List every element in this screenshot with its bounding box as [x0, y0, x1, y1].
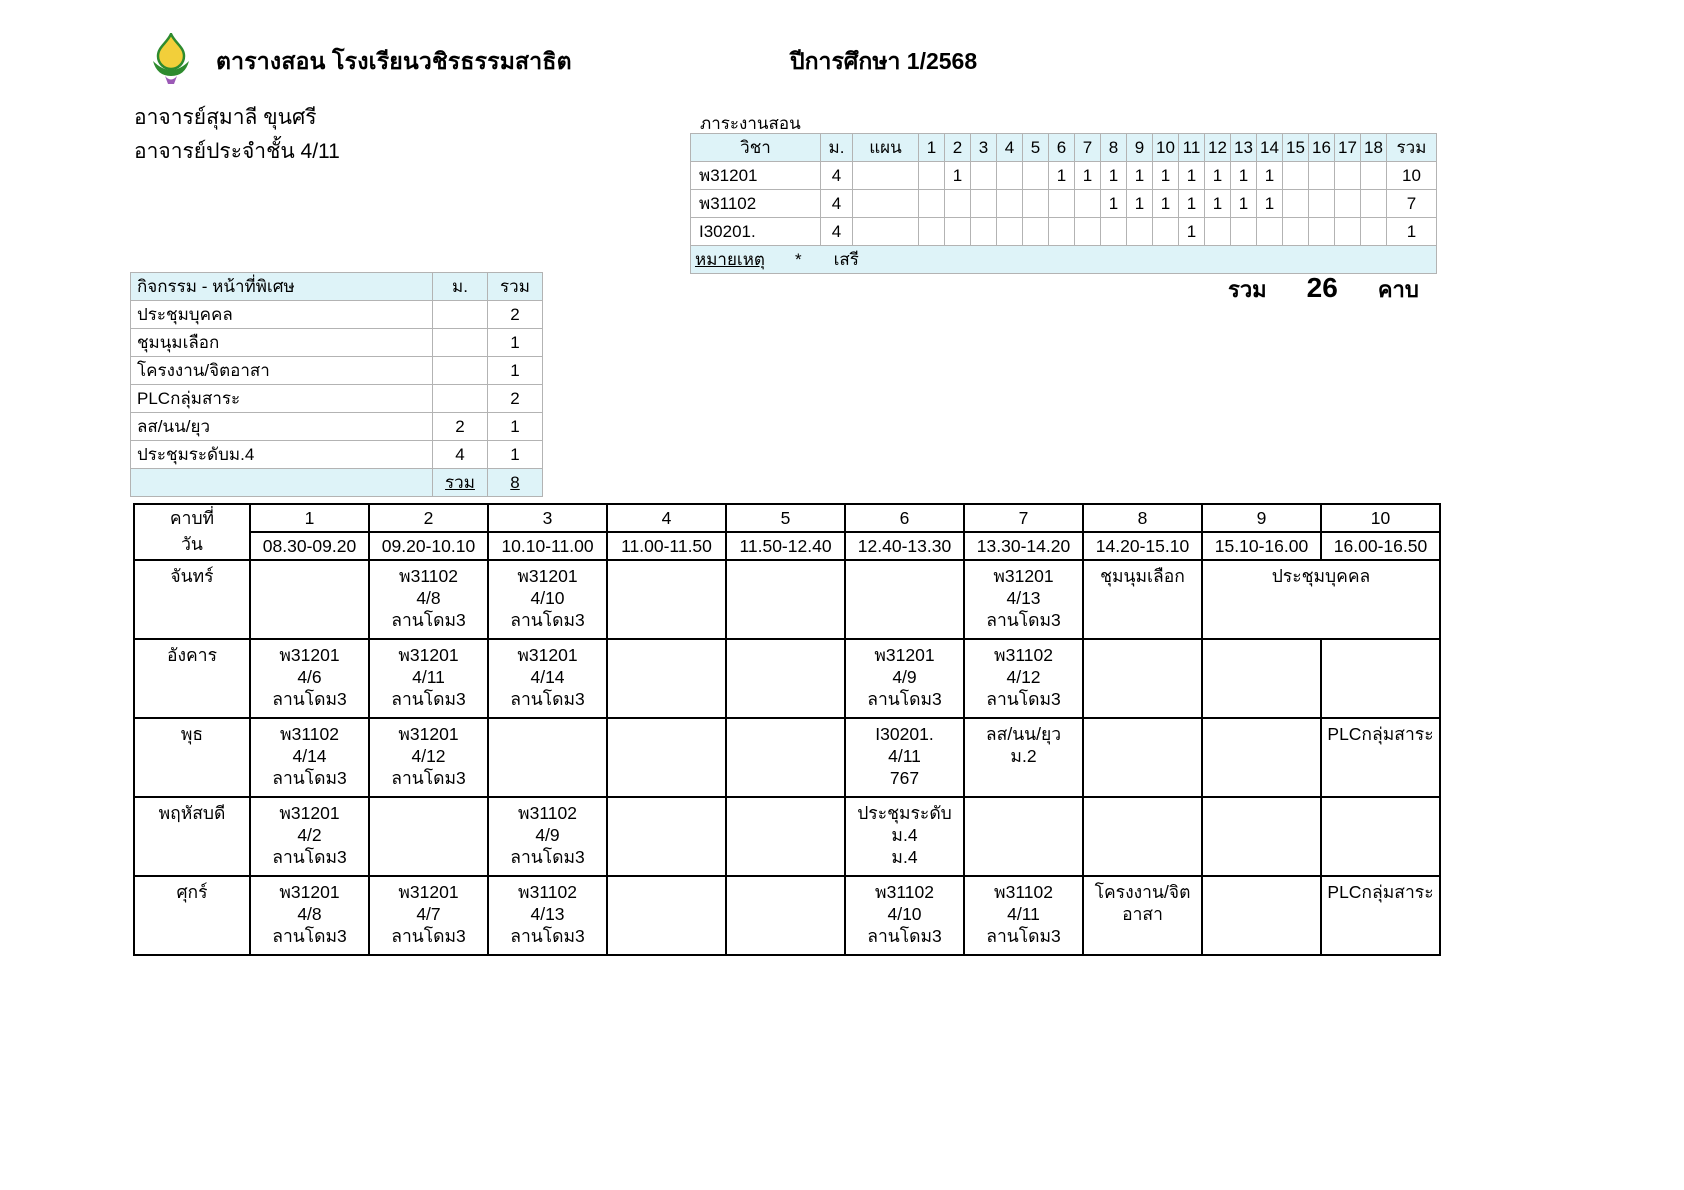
workload-period-count: 1 [1231, 190, 1257, 218]
workload-row [691, 218, 1437, 246]
period-number: 1 [250, 504, 369, 532]
activities-row [131, 301, 543, 329]
workload-period-count [919, 218, 945, 246]
lesson-line: 4/8 [416, 588, 441, 608]
workload-col-total: รวม [1387, 134, 1437, 162]
activity-level [433, 301, 488, 329]
timetable-lesson-cell [845, 718, 964, 797]
activities-footer-label: รวม [433, 469, 488, 497]
workload-period-count [971, 190, 997, 218]
activity-name: PLCกลุ่มสาระ [131, 385, 433, 413]
workload-period-count: 1 [945, 162, 971, 190]
workload-col-period: 3 [971, 134, 997, 162]
period-time: 13.30-14.20 [964, 532, 1083, 560]
lesson-line: ลานโดม3 [272, 689, 347, 709]
workload-row-total: 7 [1387, 190, 1437, 218]
period-time: 15.10-16.00 [1202, 532, 1321, 560]
day-name: พฤหัสบดี [134, 797, 250, 876]
workload-period-count [1231, 218, 1257, 246]
activity-level [433, 385, 488, 413]
timetable-lesson-cell [845, 639, 964, 718]
workload-note-row [691, 246, 1437, 274]
workload-period-count [997, 162, 1023, 190]
timetable-lesson-cell [488, 560, 607, 639]
workload-row [691, 190, 1437, 218]
period-number: 4 [607, 504, 726, 532]
workload-table [690, 133, 1437, 274]
workload-period-count [1127, 218, 1153, 246]
workload-col-period: 2 [945, 134, 971, 162]
workload-col-level: ม. [821, 134, 853, 162]
lesson-line: พ31102 [518, 803, 577, 823]
workload-col-period: 1 [919, 134, 945, 162]
period-time: 09.20-10.10 [369, 532, 488, 560]
lesson-line: พ31201 [279, 803, 340, 823]
day-row [134, 560, 1440, 639]
workload-col-plan: แผน [853, 134, 919, 162]
workload-period-count [1023, 162, 1049, 190]
lesson-line: โครงงาน/จิต [1094, 882, 1191, 902]
workload-col-period: 6 [1049, 134, 1075, 162]
timetable-lesson-cell [369, 560, 488, 639]
total-periods-summary [1228, 272, 1419, 307]
lesson-line: พ31201 [398, 645, 459, 665]
timetable-empty-cell [726, 797, 845, 876]
lesson-line: พ31201 [874, 645, 935, 665]
corner-period-label: คาบที่ [169, 508, 215, 528]
timetable-lesson-cell [250, 876, 369, 955]
timetable-empty-cell [1321, 797, 1440, 876]
lesson-line: ลานโดม3 [867, 926, 942, 946]
lesson-line: 4/11 [1007, 904, 1040, 924]
activities-col-name: กิจกรรม - หน้าที่พิเศษ [131, 273, 433, 301]
timetable [133, 503, 1441, 956]
workload-period-count [1049, 190, 1075, 218]
school-logo-icon [147, 33, 195, 85]
timetable-empty-cell [1083, 797, 1202, 876]
timetable-lesson-cell [1321, 876, 1440, 955]
workload-col-period: 4 [997, 134, 1023, 162]
timetable-empty-cell [1083, 639, 1202, 718]
workload-col-period: 18 [1361, 134, 1387, 162]
activity-name: ประชุมระดับม.4 [131, 441, 433, 469]
lesson-line: 4/10 [530, 588, 565, 608]
workload-period-count [1023, 218, 1049, 246]
period-time: 11.50-12.40 [726, 532, 845, 560]
activities-footer-row [131, 469, 543, 497]
workload-header-row [691, 134, 1437, 162]
workload-period-count [1075, 190, 1101, 218]
activity-name: ประชุมบุคคล [131, 301, 433, 329]
period-number: 5 [726, 504, 845, 532]
timetable-lesson-cell [488, 876, 607, 955]
timetable-lesson-cell [250, 718, 369, 797]
activities-header-row [131, 273, 543, 301]
timetable-empty-cell [1083, 718, 1202, 797]
workload-period-count [1205, 218, 1231, 246]
workload-period-count [1361, 218, 1387, 246]
lesson-line: ลานโดม3 [391, 689, 466, 709]
timetable-lesson-cell [1202, 560, 1440, 639]
lesson-line: ลานโดม3 [510, 926, 585, 946]
workload-period-count [971, 218, 997, 246]
day-row [134, 718, 1440, 797]
lesson-line: PLCกลุ่มสาระ [1327, 724, 1434, 744]
workload-subject-code: พ31201 [691, 162, 821, 190]
day-name: จันทร์ [134, 560, 250, 639]
activities-row [131, 329, 543, 357]
workload-plan-value [853, 162, 919, 190]
timetable-empty-cell [1202, 797, 1321, 876]
lesson-line: ลานโดม3 [986, 610, 1061, 630]
timetable-empty-cell [369, 797, 488, 876]
day-row [134, 797, 1440, 876]
lesson-line: 4/10 [887, 904, 922, 924]
period-number: 10 [1321, 504, 1440, 532]
lesson-line: พ31201 [279, 645, 340, 665]
lesson-line: พ31201 [398, 724, 459, 744]
lesson-line: พ31102 [994, 882, 1053, 902]
lesson-line: ลานโดม3 [391, 610, 466, 630]
activities-footer-spacer [131, 469, 433, 497]
activity-total: 2 [488, 301, 543, 329]
workload-col-period: 9 [1127, 134, 1153, 162]
lesson-line: อาสา [1122, 904, 1163, 924]
workload-period-count: 1 [1153, 190, 1179, 218]
workload-note [691, 246, 1437, 274]
timetable-empty-cell [1202, 876, 1321, 955]
page-title: ตารางสอน โรงเรียนวชิรธรรมสาธิต [216, 48, 572, 74]
workload-period-count [1335, 190, 1361, 218]
note-label: หมายเหตุ [695, 250, 765, 269]
timetable-lesson-cell [369, 718, 488, 797]
timetable-lesson-cell [845, 876, 964, 955]
timetable-empty-cell [1202, 718, 1321, 797]
workload-plan-value [853, 218, 919, 246]
timetable-empty-cell [607, 876, 726, 955]
workload-period-count: 1 [1101, 162, 1127, 190]
timetable-empty-cell [1202, 639, 1321, 718]
lesson-line: พ31201 [517, 566, 578, 586]
timetable-lesson-cell [845, 797, 964, 876]
timetable-lesson-cell [250, 639, 369, 718]
corner-day-label: วัน [181, 534, 203, 554]
lesson-line: ม.4 [891, 847, 918, 867]
workload-period-count: 1 [1101, 190, 1127, 218]
lesson-line: ลานโดม3 [391, 926, 466, 946]
lesson-line: 4/13 [530, 904, 565, 924]
activity-total: 1 [488, 441, 543, 469]
activities-col-total: รวม [488, 273, 543, 301]
lesson-line: ลานโดม3 [391, 768, 466, 788]
activity-total: 1 [488, 413, 543, 441]
lesson-line: PLCกลุ่มสาระ [1327, 882, 1434, 902]
period-number: 3 [488, 504, 607, 532]
note-mark: * [794, 250, 802, 269]
workload-title: ภาระงานสอน [700, 114, 801, 133]
workload-col-period: 13 [1231, 134, 1257, 162]
teacher-name: อาจารย์สุมาลี ขุนศรี [134, 106, 317, 129]
workload-period-count: 1 [1179, 218, 1205, 246]
activities-row [131, 441, 543, 469]
period-time: 11.00-11.50 [607, 532, 726, 560]
activities-col-level: ม. [433, 273, 488, 301]
lesson-line: 4/8 [297, 904, 322, 924]
lesson-line: 4/11 [412, 667, 445, 687]
lesson-line: I30201. [875, 724, 934, 744]
lesson-line: พ31102 [994, 645, 1053, 665]
day-row [134, 639, 1440, 718]
workload-subject-code: พ31102 [691, 190, 821, 218]
activity-name: ลส/นน/ยุว [131, 413, 433, 441]
workload-period-count [997, 190, 1023, 218]
summary-label: รวม [1228, 277, 1267, 302]
workload-col-period: 5 [1023, 134, 1049, 162]
workload-period-count [1283, 190, 1309, 218]
lesson-line: 4/12 [1006, 667, 1041, 687]
timetable-lesson-cell [250, 797, 369, 876]
timetable-empty-cell [607, 560, 726, 639]
workload-period-count: 1 [1179, 162, 1205, 190]
activities-footer-total: 8 [488, 469, 543, 497]
period-number: 7 [964, 504, 1083, 532]
period-number: 6 [845, 504, 964, 532]
workload-period-count [1257, 218, 1283, 246]
workload-col-period: 11 [1179, 134, 1205, 162]
workload-plan-value [853, 190, 919, 218]
period-time: 12.40-13.30 [845, 532, 964, 560]
workload-period-count: 1 [1127, 162, 1153, 190]
lesson-line: ลานโดม3 [986, 926, 1061, 946]
workload-period-count: 1 [1205, 162, 1231, 190]
activity-level: 2 [433, 413, 488, 441]
workload-period-count: 1 [1257, 162, 1283, 190]
timetable-lesson-cell [1083, 876, 1202, 955]
timetable-empty-cell [726, 560, 845, 639]
lesson-line: พ31102 [280, 724, 339, 744]
lesson-line: 4/7 [416, 904, 441, 924]
lesson-line: พ31201 [398, 882, 459, 902]
lesson-line: ลานโดม3 [510, 689, 585, 709]
timetable-empty-cell [726, 639, 845, 718]
workload-col-period: 16 [1309, 134, 1335, 162]
period-time: 08.30-09.20 [250, 532, 369, 560]
period-time: 10.10-11.00 [488, 532, 607, 560]
workload-col-period: 12 [1205, 134, 1231, 162]
workload-period-count [1049, 218, 1075, 246]
lesson-line: 4/6 [297, 667, 322, 687]
lesson-line: ลส/นน/ยุว [985, 724, 1062, 744]
activity-name: โครงงาน/จิตอาสา [131, 357, 433, 385]
workload-period-count: 1 [1231, 162, 1257, 190]
lesson-line: 4/13 [1006, 588, 1041, 608]
workload-level-value: 4 [821, 218, 853, 246]
workload-row-total: 10 [1387, 162, 1437, 190]
timetable-empty-cell [607, 639, 726, 718]
lesson-line: 4/9 [535, 825, 560, 845]
timetable-empty-cell [845, 560, 964, 639]
timetable-lesson-cell [964, 718, 1083, 797]
lesson-line: 4/11 [888, 746, 921, 766]
period-number: 8 [1083, 504, 1202, 532]
lesson-line: ประชุมระดับ [857, 803, 952, 823]
workload-period-count [1309, 162, 1335, 190]
workload-period-count: 1 [1049, 162, 1075, 190]
workload-col-period: 7 [1075, 134, 1101, 162]
period-number: 2 [369, 504, 488, 532]
activity-level [433, 357, 488, 385]
workload-col-period: 17 [1335, 134, 1361, 162]
workload-period-count [1101, 218, 1127, 246]
activity-total: 2 [488, 385, 543, 413]
lesson-line: พ31102 [399, 566, 458, 586]
workload-col-period: 14 [1257, 134, 1283, 162]
workload-period-count [1153, 218, 1179, 246]
period-number-row [134, 504, 1440, 532]
lesson-line: ม.4 [891, 825, 918, 845]
workload-period-count [919, 190, 945, 218]
workload-period-count [997, 218, 1023, 246]
lesson-line: พ31102 [875, 882, 934, 902]
lesson-line: พ31201 [993, 566, 1054, 586]
timetable-empty-cell [726, 876, 845, 955]
activities-table [130, 272, 543, 497]
workload-row [691, 162, 1437, 190]
workload-period-count [945, 190, 971, 218]
lesson-line: 767 [889, 768, 920, 788]
activities-row [131, 413, 543, 441]
lesson-line: พ31102 [518, 882, 577, 902]
workload-level-value: 4 [821, 162, 853, 190]
activity-total: 1 [488, 329, 543, 357]
timetable-lesson-cell [1083, 560, 1202, 639]
workload-col-period: 10 [1153, 134, 1179, 162]
summary-value: 26 [1306, 272, 1338, 303]
timetable-lesson-cell [964, 876, 1083, 955]
timetable-lesson-cell [964, 639, 1083, 718]
workload-period-count [971, 162, 997, 190]
timetable-lesson-cell [964, 560, 1083, 639]
workload-period-count [1361, 162, 1387, 190]
timetable-empty-cell [964, 797, 1083, 876]
workload-period-count [919, 162, 945, 190]
teacher-homeroom-class: อาจารย์ประจำชั้น 4/11 [134, 140, 340, 163]
workload-period-count: 1 [1257, 190, 1283, 218]
workload-period-count [1023, 190, 1049, 218]
activity-level [433, 329, 488, 357]
workload-subject-code: I30201. [691, 218, 821, 246]
workload-period-count [1335, 218, 1361, 246]
timetable-empty-cell [488, 718, 607, 797]
workload-period-count [1309, 190, 1335, 218]
workload-col-period: 8 [1101, 134, 1127, 162]
timetable-lesson-cell [369, 876, 488, 955]
summary-unit: คาบ [1377, 277, 1419, 302]
lesson-line: 4/14 [530, 667, 565, 687]
lesson-line: ลานโดม3 [986, 689, 1061, 709]
workload-col-period: 15 [1283, 134, 1309, 162]
timetable-empty-cell [607, 797, 726, 876]
activities-row [131, 385, 543, 413]
workload-period-count: 1 [1127, 190, 1153, 218]
workload-row-total: 1 [1387, 218, 1437, 246]
workload-level-value: 4 [821, 190, 853, 218]
lesson-line: ลานโดม3 [510, 610, 585, 630]
workload-period-count: 1 [1205, 190, 1231, 218]
lesson-line: 4/12 [411, 746, 446, 766]
timetable-empty-cell [726, 718, 845, 797]
lesson-line: ประชุมบุคคล [1271, 566, 1371, 586]
lesson-line: ลานโดม3 [510, 847, 585, 867]
workload-period-count [1283, 218, 1309, 246]
lesson-line: พ31201 [279, 882, 340, 902]
workload-period-count [945, 218, 971, 246]
lesson-line: ลานโดม3 [272, 926, 347, 946]
workload-period-count [1075, 218, 1101, 246]
timetable-empty-cell [250, 560, 369, 639]
day-row [134, 876, 1440, 955]
activity-level: 4 [433, 441, 488, 469]
academic-year: ปีการศึกษา 1/2568 [790, 48, 978, 74]
lesson-line: ม.2 [1010, 746, 1037, 766]
lesson-line: ลานโดม3 [272, 768, 347, 788]
workload-period-count [1335, 162, 1361, 190]
timetable-lesson-cell [488, 797, 607, 876]
workload-period-count: 1 [1179, 190, 1205, 218]
note-text: เสรี [833, 250, 859, 269]
day-name: พุธ [134, 718, 250, 797]
workload-col-subject: วิชา [691, 134, 821, 162]
period-number: 9 [1202, 504, 1321, 532]
period-time-row [134, 532, 1440, 560]
lesson-line: ชุมนุมเลือก [1100, 566, 1185, 586]
timetable-corner [134, 504, 250, 560]
workload-period-count [1309, 218, 1335, 246]
workload-period-count [1283, 162, 1309, 190]
activities-row [131, 357, 543, 385]
workload-period-count [1361, 190, 1387, 218]
activity-total: 1 [488, 357, 543, 385]
lesson-line: ลานโดม3 [272, 847, 347, 867]
timetable-empty-cell [607, 718, 726, 797]
workload-period-count: 1 [1153, 162, 1179, 190]
period-time: 14.20-15.10 [1083, 532, 1202, 560]
workload-period-count: 1 [1075, 162, 1101, 190]
lesson-line: 4/14 [292, 746, 327, 766]
lesson-line: ลานโดม3 [867, 689, 942, 709]
period-time: 16.00-16.50 [1321, 532, 1440, 560]
timetable-lesson-cell [488, 639, 607, 718]
day-name: อังคาร [134, 639, 250, 718]
timetable-lesson-cell [1321, 718, 1440, 797]
lesson-line: 4/9 [892, 667, 917, 687]
activity-name: ชุมนุมเลือก [131, 329, 433, 357]
timetable-empty-cell [1321, 639, 1440, 718]
lesson-line: พ31201 [517, 645, 578, 665]
timetable-lesson-cell [369, 639, 488, 718]
lesson-line: 4/2 [297, 825, 322, 845]
day-name: ศุกร์ [134, 876, 250, 955]
